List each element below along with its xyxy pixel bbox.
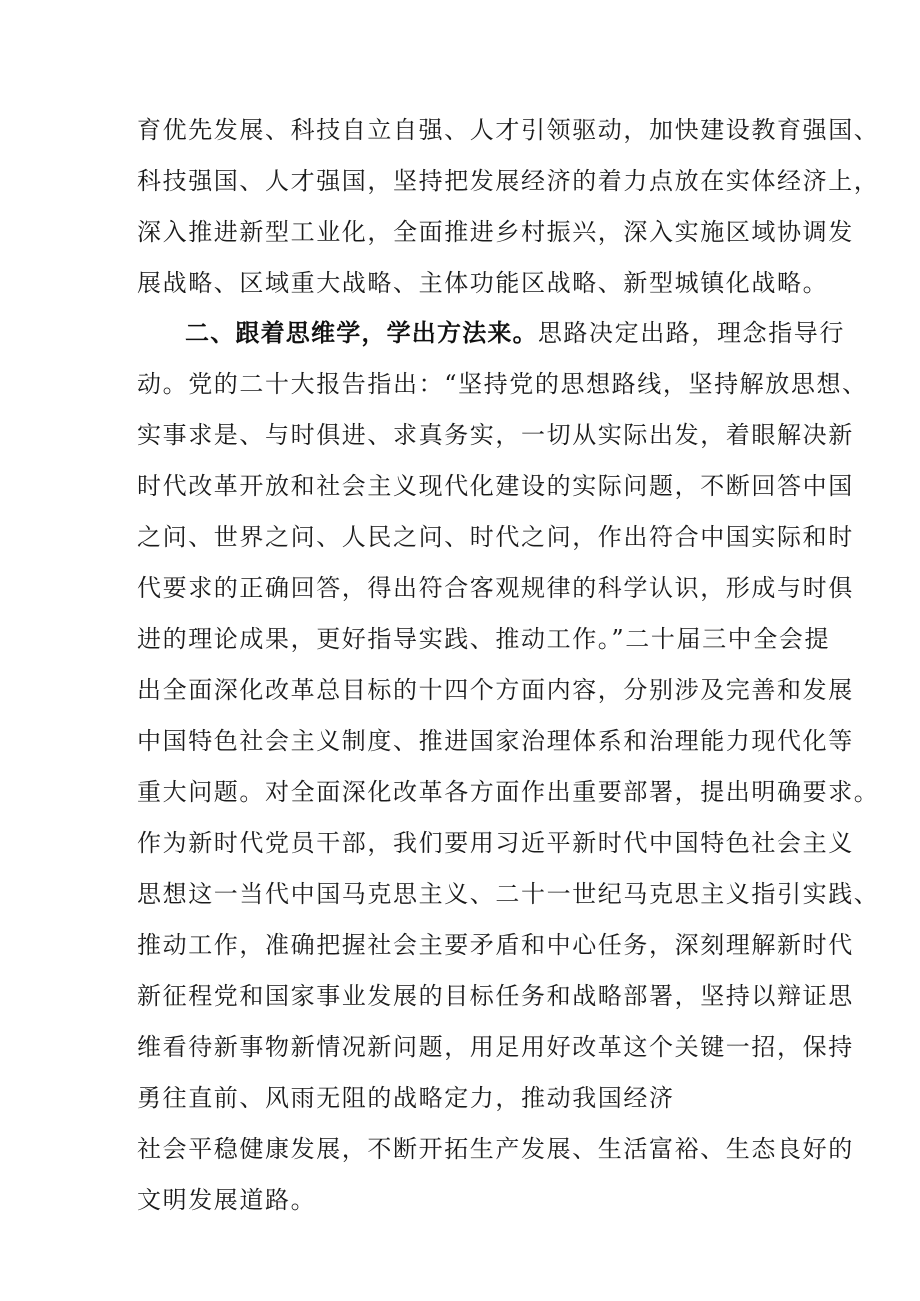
paragraph-line: 作为新时代党员干部，我们要用习近平新时代中国特色社会主义 xyxy=(137,829,854,857)
paragraph-line: 维看待新事物新情况新问题，用足用好改革这个关键一招，保持 xyxy=(137,1033,854,1061)
paragraph-line: 展战略、区域重大战略、主体功能区战略、新型城镇化战略。 xyxy=(137,269,829,297)
paragraph-line: 实事求是、与时俱进、求真务实，一切从实际出发，着眼解决新 xyxy=(137,421,854,449)
paragraph-line: 育优先发展、科技自立自强、人才引领驱动，加快建设教育强国、 xyxy=(137,116,880,144)
paragraph-line: 进的理论成果，更好指导实践、推动工作。”二十届三中全会提 xyxy=(137,625,831,653)
paragraph-line: 出全面深化改革总目标的十四个方面内容，分别涉及完善和发展 xyxy=(137,676,854,704)
paragraph-line: 社会平稳健康发展，不断开拓生产发展、生活富裕、生态良好的 xyxy=(137,1135,854,1163)
section-heading: 二、跟着思维学，学出方法来。 xyxy=(185,319,538,347)
paragraph-line: 推动工作，准确把握社会主要矛盾和中心任务，深刻理解新时代 xyxy=(137,931,854,959)
paragraph-line: 思想这一当代中国马克思主义、二十一世纪马克思主义指引实践、 xyxy=(137,880,880,908)
paragraph-line: 文明发展道路。 xyxy=(137,1186,317,1214)
paragraph-line: 重大问题。对全面深化改革各方面作出重要部署，提出明确要求。 xyxy=(137,778,880,806)
paragraph-line: 代要求的正确回答，得出符合客观规律的科学认识，形成与时俱 xyxy=(137,574,854,602)
paragraph-line: 之问、世界之问、人民之问、时代之问，作出符合中国实际和时 xyxy=(137,523,854,551)
paragraph-line: 深入推进新型工业化，全面推进乡村振兴，深入实施区域协调发 xyxy=(137,218,854,246)
paragraph-line: 新征程党和国家事业发展的目标任务和战略部署，坚持以辩证思 xyxy=(137,982,854,1010)
paragraph-line: 中国特色社会主义制度、推进国家治理体系和治理能力现代化等 xyxy=(137,727,854,755)
paragraph-line: 思路决定出路，理念指导行 xyxy=(537,319,846,347)
paragraph-line: 时代改革开放和社会主义现代化建设的实际问题，不断回答中国 xyxy=(137,472,854,500)
paragraph-line: 勇往直前、风雨无阻的战略定力，推动我国经济 xyxy=(137,1084,675,1112)
paragraph-line: 动。党的二十大报告指出：“坚持党的思想路线，坚持解放思想、 xyxy=(137,370,868,398)
paragraph-line: 科技强国、人才强国，坚持把发展经济的着力点放在实体经济上， xyxy=(137,167,880,195)
section-first-line xyxy=(185,316,845,350)
